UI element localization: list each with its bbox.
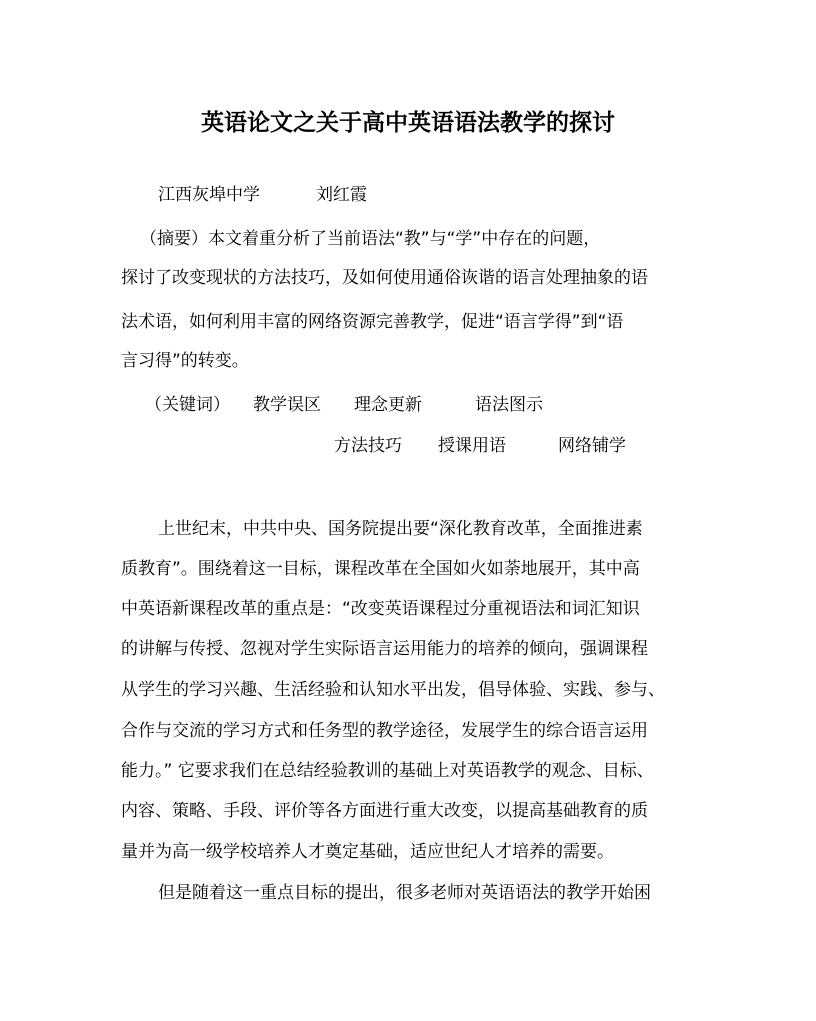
- body-line: 但是随着这一重点目标的提出，很多老师对英语语法的教学开始困: [158, 883, 651, 903]
- body-line: 从学生的学习兴趣、生活经验和认知水平出发，倡导体验、实践、参与、: [121, 680, 665, 700]
- keyword-item: 网络铺学: [558, 436, 626, 456]
- body-line: 合作与交流的学习方式和任务型的教学途径，发展学生的综合语言运用: [121, 721, 648, 741]
- author-name: 刘红霞: [316, 185, 367, 205]
- keyword-item: 方法技巧: [334, 436, 402, 456]
- body-line: 能力。” 它要求我们在总结经验教训的基础上对英语教学的观念、目标、: [121, 761, 654, 781]
- keywords-label: （关键词）: [145, 395, 230, 415]
- keyword-item: 教学误区: [253, 395, 321, 415]
- keyword-item: 语法图示: [475, 395, 543, 415]
- abstract-line: 言习得”的转变。: [121, 351, 249, 371]
- body-line: 质教育”。围绕着这一目标，课程改革在全国如火如荼地展开，其中高: [121, 559, 640, 579]
- abstract-line: 探讨了改变现状的方法技巧，及如何使用通俗诙谐的语言处理抽象的语: [121, 268, 648, 288]
- document-title: 英语论文之关于高中英语语法教学的探讨: [201, 109, 615, 136]
- keyword-item: 授课用语: [438, 436, 506, 456]
- author-school: 江西灰埠中学: [158, 185, 260, 205]
- abstract-line: （摘要）本文着重分析了当前语法“教”与“学”中存在的问题，: [140, 229, 601, 249]
- body-line: 中英语新课程改革的重点是：“改变英语课程过分重视语法和词汇知识: [121, 599, 640, 619]
- keyword-item: 理念更新: [354, 395, 422, 415]
- abstract-line: 法术语，如何利用丰富的网络资源完善教学，促进“语言学得”到“语: [121, 312, 624, 332]
- body-line: 的讲解与传授、忽视对学生实际语言运用能力的培养的倾向，强调课程: [121, 639, 648, 659]
- body-line: 上世纪末，中共中央、国务院提出要“深化教育改革，全面推进素: [158, 519, 643, 539]
- body-line: 量并为高一级学校培养人才奠定基础，适应世纪人才培养的需要。: [121, 842, 614, 862]
- body-line: 内容、策略、手段、评价等各方面进行重大改变，以提高基础教育的质: [121, 801, 648, 821]
